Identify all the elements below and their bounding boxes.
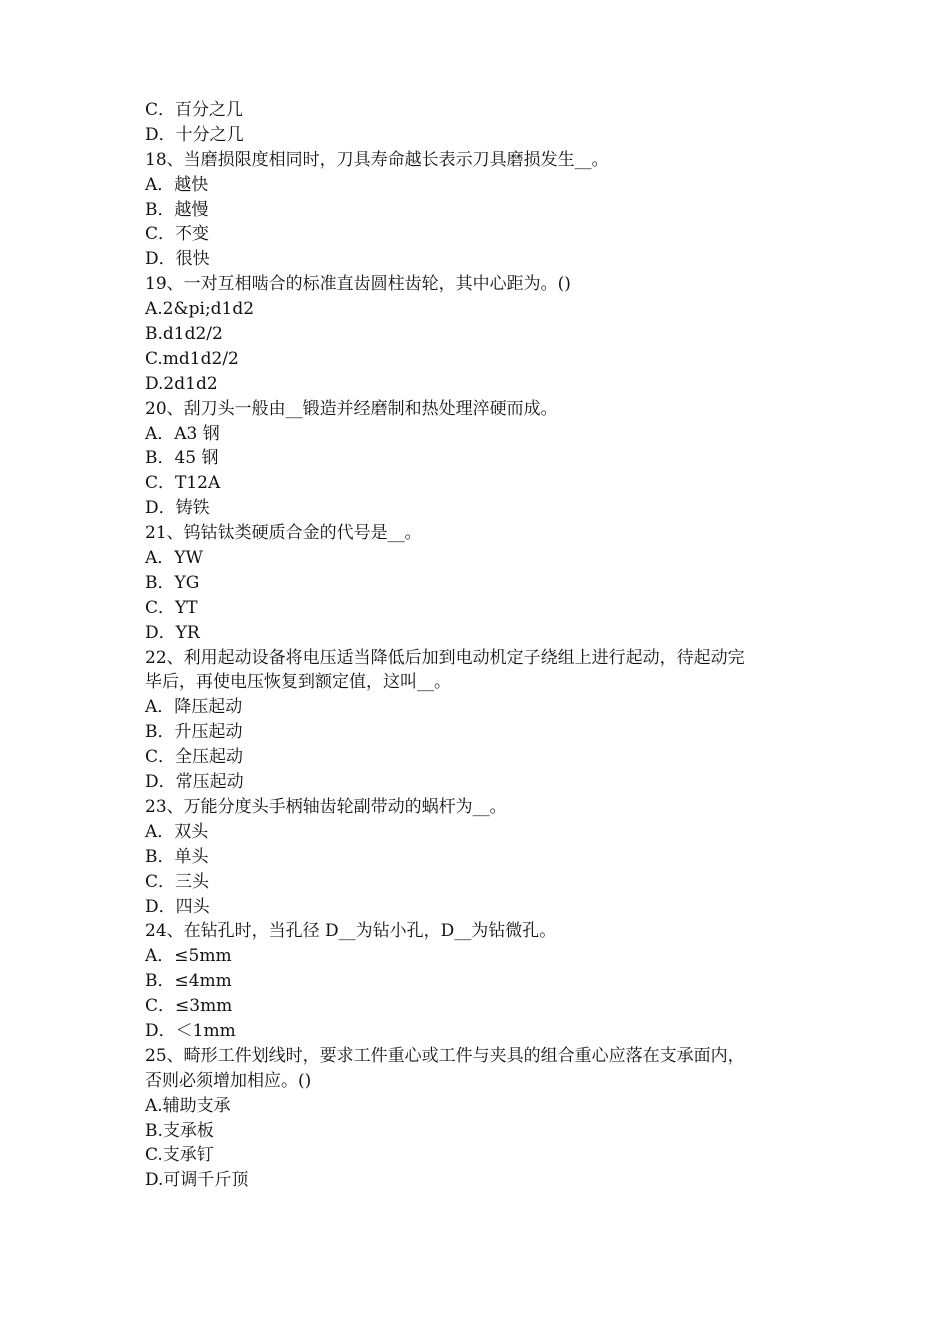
question-line: 23、万能分度头手柄轴齿轮副带动的蜗杆为__。 <box>145 796 507 817</box>
option-line: D．十分之几 <box>145 124 244 145</box>
option-line: C．YT <box>145 597 198 618</box>
option-line: B．45 钢 <box>145 448 219 469</box>
question-line: 毕后，再使电压恢复到额定值，这叫__。 <box>145 672 451 693</box>
option-line: C．不变 <box>145 224 210 245</box>
option-line: C．≤3mm <box>145 996 233 1017</box>
option-line: B．≤4mm <box>145 971 232 992</box>
option-line: A．越快 <box>145 174 209 195</box>
question-line: 21、钨钴钛类硬质合金的代号是__。 <box>145 523 422 544</box>
option-line: B.d1d2/2 <box>145 324 223 345</box>
option-line: C.支承钉 <box>145 1145 214 1166</box>
option-line: A.2&pi;d1d2 <box>145 299 255 320</box>
option-line: A．双头 <box>145 821 209 842</box>
option-line: D．四头 <box>145 896 210 917</box>
option-line: B．单头 <box>145 846 209 867</box>
option-line: A.辅助支承 <box>145 1095 231 1116</box>
option-line: D．YR <box>145 622 200 643</box>
option-line: A．降压起动 <box>145 697 243 718</box>
option-line: A．YW <box>145 548 203 569</box>
question-line: 否则必须增加相应。() <box>145 1070 312 1091</box>
question-line: 25、畸形工件划线时，要求工件重心或工件与夹具的组合重心应落在支承面内， <box>145 1045 745 1066</box>
document-text <box>145 98 825 1193</box>
option-line: A．A3 钢 <box>145 423 220 444</box>
option-line: B.支承板 <box>145 1120 214 1141</box>
option-line: C．全压起动 <box>145 747 244 768</box>
option-line: C．T12A <box>145 473 221 494</box>
option-line: B．升压起动 <box>145 722 243 743</box>
option-line: C．三头 <box>145 871 210 892</box>
option-line: C.md1d2/2 <box>145 348 239 369</box>
option-line: A．≤5mm <box>145 946 232 967</box>
question-line: 19、一对互相啮合的标准直齿圆柱齿轮，其中心距为。() <box>145 274 571 295</box>
question-line: 24、在钻孔时，当孔径 D__为钻小孔，D__为钻微孔。 <box>145 921 557 942</box>
option-line: D.2d1d2 <box>145 373 218 394</box>
question-line: 22、利用起动设备将电压适当降低后加到电动机定子绕组上进行起动，待起动完 <box>145 647 745 668</box>
question-line: 20、刮刀头一般由__锻造并经磨制和热处理淬硬而成。 <box>145 398 558 419</box>
option-line: B．YG <box>145 572 200 593</box>
option-line: D．铸铁 <box>145 498 210 519</box>
question-line: 18、当磨损限度相同时，刀具寿命越长表示刀具磨损发生__。 <box>145 149 609 170</box>
option-line: D．很快 <box>145 249 210 270</box>
option-line: C．百分之几 <box>145 100 244 120</box>
option-line: B．越慢 <box>145 199 209 220</box>
option-line: D．常压起动 <box>145 772 244 793</box>
option-line: D．＜1mm <box>145 1020 236 1041</box>
option-line: D.可调千斤顶 <box>145 1170 249 1191</box>
